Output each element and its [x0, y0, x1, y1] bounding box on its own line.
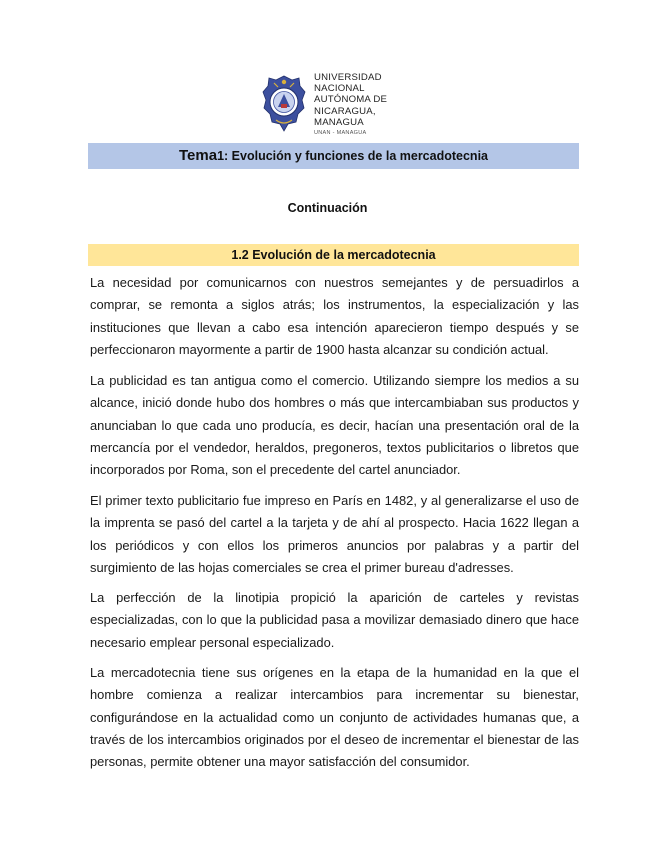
- body-paragraph: La publicidad es tan antigua como el comercio. Utilizando siempre los medios a su alcance, inició donde hubo dos hombres o más que intercambiaban sus productos y anunciaban lo que cada uno producía, es decir, hacían una presentación oral de la mercancía por el vendedor, heraldos, pregoneros, textos publicitarios o libretos que incorporados por Roma, son el precedente del cartel anunciador.: [90, 373, 579, 478]
- university-name-line: UNIVERSIDAD: [314, 72, 382, 83]
- body-paragraph: La perfección de la linotipia propició la aparición de carteles y revistas especializadas, con lo que la publicidad pasa a movilizar demasiado dinero que hace necesario emplear personal especializado.: [90, 590, 579, 650]
- topic-title-text: 1: Evolución y funciones de la mercadotecnia: [217, 149, 488, 163]
- body-paragraph: La mercadotecnia tiene sus orígenes en la etapa de la humanidad en la que el hombre comienza a realizar intercambios para incrementar su bienestar, configurándose en la actualidad como un conjunto de actividades humanas que, a través de los intercambios originados por el deseo de incrementar el bienestar de las personas, permite obtener una mayor satisfacción del consumidor.: [90, 665, 579, 770]
- university-seal-icon: [262, 74, 306, 132]
- university-name-line: NICARAGUA,: [314, 105, 376, 117]
- section-heading-band: [88, 244, 579, 266]
- university-name: [314, 72, 387, 128]
- topic-title-word: Tema: [179, 147, 218, 164]
- continuation-subtitle: Continuación: [287, 201, 368, 215]
- university-tagline: UNAN - MANAGUA: [314, 130, 367, 136]
- section-heading: 1.2 Evolución de la mercadotecnia: [231, 248, 436, 262]
- topic-title-band: [88, 143, 579, 169]
- body-paragraph: El primer texto publicitario fue impreso en París en 1482, y al generalizarse el uso de la imprenta se pasó del cartel a la tarjeta y de ahí al prospecto. Hacia 1622 llegan a los periódicos y con ellos los primeros anuncios por palabras y a partir del surgimiento de las hojas comerciales se crea el primer bureau d'adresses.: [90, 493, 579, 575]
- university-name-line: MANAGUA: [314, 116, 364, 128]
- university-logo: [262, 72, 402, 140]
- university-name-line: NACIONAL: [314, 83, 365, 95]
- university-name-line: AUTÓNOMA DE: [314, 94, 388, 106]
- body-paragraph: La necesidad por comunicarnos con nuestros semejantes y de persuadirlos a comprar, se remonta a siglos atrás; los instrumentos, la especialización y las instituciones que llevan a cabo esa intención aparecieron tiempo después y se perfeccionaron mayormente a partir de 1900 hasta alcanzar su condición actual.: [90, 275, 579, 357]
